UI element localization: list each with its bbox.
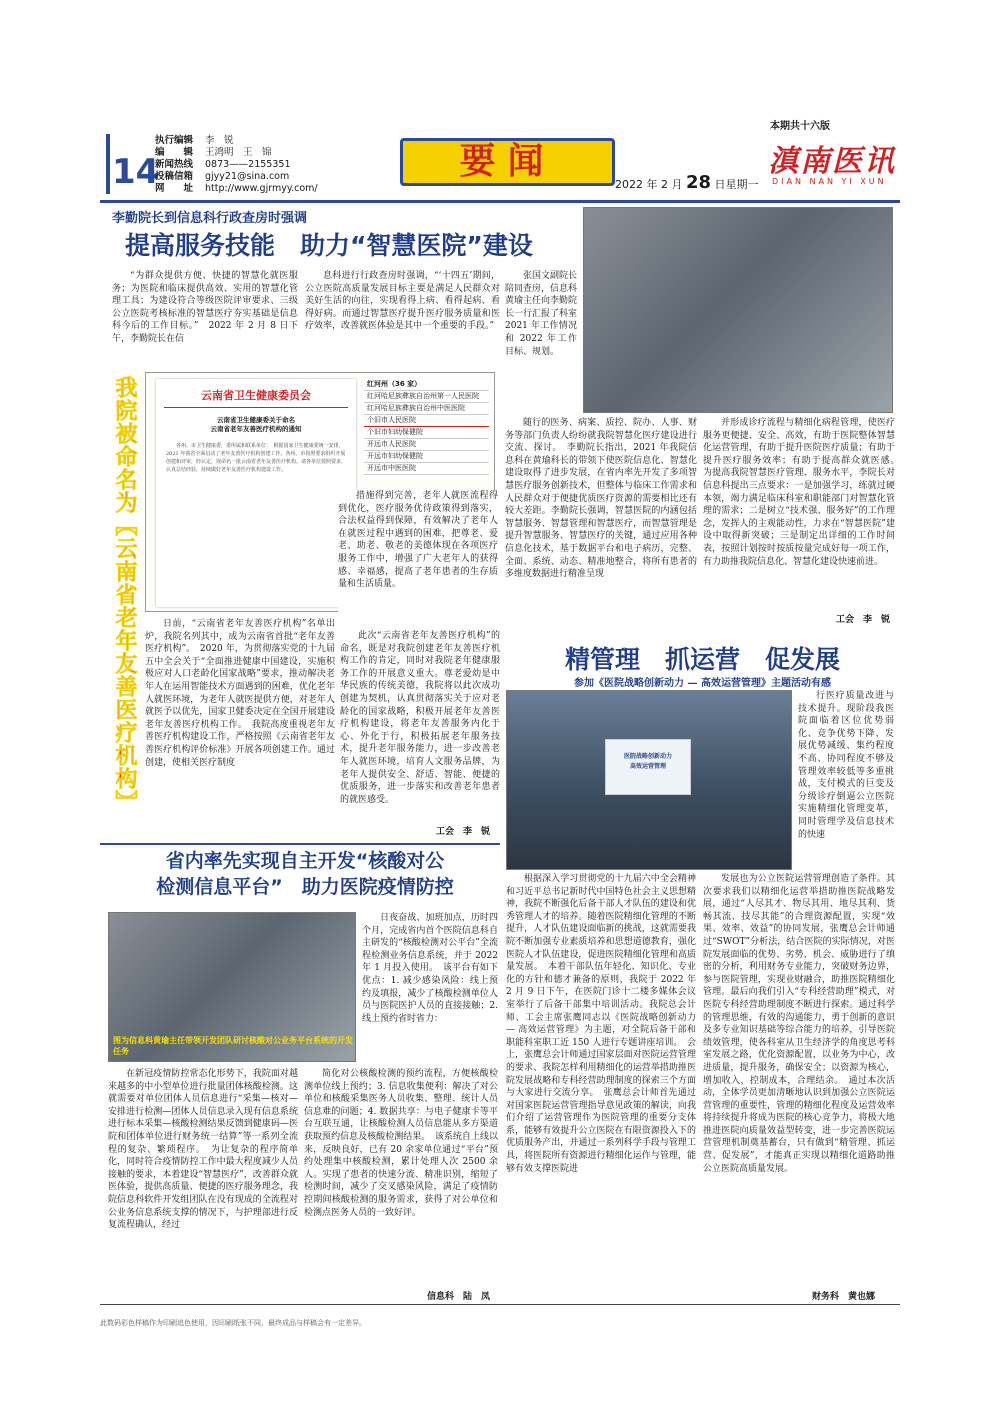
page-header (100, 130, 900, 198)
article-text: 发展也为公立医院运营管理创造了条件。其次要求我们以精细化运营举措助推医院战略发展，通过“人尽其才、物尽其用、地尽其利、货畅其流、技尽其能”的合理资源配置，实现“效果、效率、效益”的协同发展，张鹰总会计师通过“SWOT”分析法，结合医院的实际情况，对医院发展面临的优势、劣势、机会、威胁进行了缜密的分析，利用财务专业能力，突破财务边界，参与医院管理，实现业财融合，助推医院精细化管理。最后向我们引入“专科经营助理”模式，对医院专科经营助理制度不断进行探索。通过科学的管理思维，有效的沟通能力，勇于创新的意识及多专业知识基础等综合能力的培养，引导医院绩效管理，使各科室从卫生经济学的角度思考科室发展之路，优化资源配置，以业务为中心，改进质量，提升服务，确保安全；以资源为核心，增加收入，控制成本，合理结余。 通过本次活动，全体学员更加清晰地认识到加强公立医院运营管理的重要性，管理的精细化程度及运营效率将持续提升将成为医院的核心竞争力，将极大地推进医院向质量效益型转变，进一步完善医院运营管理机制奠基蓄台，只有做到“精管理、抓运营、促发展”，才能真正实现以精细化道路助推公立医院高质量发展。 (703, 874, 895, 1174)
article-text: 在新冠疫情防控常态化形势下，我院面对越来越多的中小型单位进行批量团体核酸检测。这就需要对单位团体人员信息进行“采集—核对—安排进行检测—团体人员信息录入现有信息系统进行标本采集—核酸检测结果反馈到健康码—医院和团体单位进行财务统一结算”等一系列全流程的复杂、繁琐程序。 为让复杂的程序简单化，同时符合疫情防控工作中最大程度减少人员接触的要求，本着建设“智慧医疗”，改善群众就医体验，提供高质量、便捷的医疗服务理念，我院信息科软件开发组团队在没有现成的全流程对公业务信息系统支撑的情况下，与护理部进行反复流程确认，经过 (108, 1069, 298, 1231)
projector-screen: 医院战略创新动力 高效运营管理 (605, 739, 691, 795)
masthead-pinyin: DIAN NAN YI XUN (772, 177, 887, 186)
article-text: 行医疗质量改进与技术提升。现阶段我医院面临着区位优势弱化、竞争优势下降、发展优势减缓、集约程度不高、协同程度不够及管理效率较低等多重挑战，支付模式的巨变及分级诊疗倒逼公立医院实施精细化管理变革，同时管理学及信息技术的快速 (798, 691, 894, 840)
section-title: 要闻 (459, 141, 556, 182)
article-title: 精管理 抓运营 促发展 (564, 645, 840, 674)
signature: 财务科 黄也娜 (811, 1292, 875, 1302)
article-title: 省内率先实现自主开发“核酸对公 检测信息平台” 助力医院疫情防控 (156, 850, 454, 898)
lecture-photo (506, 690, 792, 870)
editor-row: 投稿信箱 gjyy21@sina.com (155, 171, 290, 182)
article-text: 简化对公核酸检测的预约流程，方便核酸检测单位线上预约；3. 信息收集便利：解决了对公单位和核酸采集医务人员收集、整理、统计人员信息难的问题；4. 数据共享：与电子健康卡等平台互联互通，让核酸检测人员信息能从多方渠道获取预约信息及核酸检测结果。 该系统自上线以来，反映良好，已有 20 余家单位通过“平台”预约处理集中核酸检测，累计处理人次 2500 余人。实现了患者的快速分流、精准识别，缩短了检测时间，减少了交叉感染风险，满足了疫情防控期间核酸检测的服务需求，获得了对公单位和检测点医务人员的一致好评。 (304, 1069, 498, 1218)
section-divider (100, 843, 500, 845)
ward-round-photo (583, 207, 893, 413)
signature: 工会 李 锐 (435, 827, 490, 837)
article-text: 日前，“云南省老年友善医疗机构”名单出炉，我院名列其中，成为云南省首批“老年友善医疗机构”。 2020 年，为贯彻落实党的十九届五中全会关于“全面推进健康中国建设，实施积极应对人口老龄化国家战略”要求，推动解决老年人在运用智能技术方面遇到的困难，优化老年人就医环境，为老年人就医提供方便，对老年人就医予以优先，国家卫健委决定在全国开展建设老年友善医疗机构工作。 我院高度重视老年友善医疗机构建设工作，严格按照《云南省老年友善医疗机构评价标准》开展各项创建工作。通过创建，使相关医疗制度 (145, 619, 335, 768)
signature: 工会 李 锐 (835, 615, 890, 625)
edition-note: 本期共十六版 (770, 121, 830, 132)
signature: 信息科 陆 凤 (426, 1292, 490, 1302)
article-text: 张国文副院长陪同查房，信息科黄瑜主任向李勤院长一行汇报了科室 2021 年工作情况和 2022 年工作目标、规划。 (505, 271, 578, 357)
article-text: 随行的医务、病案、质控、院办、人事、财务等部门负责人纷纷就我院智慧化医疗建设进行交流、探讨。 李勤院长指出，2021 年我院信息科在黄瑜科长的带领下使医院信息化、智慧化建设取得了进步发展，在省内率先开发了多项智慧医疗服务创新技术，但整体与临床工作需求和人民群众对于便捷优质医疗资源的需要相比还有较大差距。李勤院长强调，智慧医院的内涵包括智慧服务、智慧管理和智慧医疗，而智慧管理是提升智慧服务、智慧医疗的关键，通过应用各种信息化技术，基于数据平台和电子病历，完整、全面、系统、动态、精准地整合，将所有患者的多维度数据进行精准呈现 (505, 418, 697, 580)
section-title-box (400, 138, 615, 186)
editor-block (155, 135, 318, 195)
editor-row: 新闻热线 0873——2155351 (155, 159, 291, 170)
article-text: “为群众提供方便、快捷的智慧化就医服务；为医院和临床提供高效、实用的智慧化管理工具；为建设符合等级医院评审要求、三级公立医院考核标准的智慧医疗夯实基础是信息科今后的工作目标。” 2022 年 2 月 8 日下午，李勤院长在信 (112, 271, 298, 344)
doc-body: 各州、市卫生健康委，委所属和联系单位： 根据国家卫生健康委统一安排，2021 年我省全面启动了老年友善医疗机构创建工作。各州、市按照要求组织开展创建和评审，经认定，现命名一批云南省老年友善医疗机构。请各单位按照要求，认真总结经验，持续做好老年友善医疗机构建设工作。 (166, 443, 347, 473)
list-item: 开远市人民医院 (364, 439, 489, 451)
editor-row: 网 址 http://www.gjrmyy.com/ (155, 183, 318, 194)
editor-row: 执行编辑 李 锐 (155, 135, 234, 146)
page-border-bottom (100, 1304, 900, 1305)
article-text: 并形成诊疗流程与精细化病程管理，使医疗服务更便捷、安全、高效，有助于医院整体智慧化运营管理，有助于提升医院医疗质量；有助于提升医疗服务效率；有助于提高群众就医感。 为提高我院智慧医疗管理、服务水平，李院长对信息科提出三点要求：一是加强学习，练就过硬本领，竭力满足临床科室和职能部门对智慧化管理的需求；二是树立“技术强、服务好”的工作理念，发挥人的主观能动性，力求在“智慧医院”建设中取得新突破；三是制定出详细的工作时间表，按照计划按时按质按量完成好每一项工作，有力助推我院信息化、智慧化建设快速前进。 (703, 418, 905, 567)
header-rule (100, 200, 900, 203)
vertical-title: 我院被命名为〖云南省老年友善医疗机构〗 (110, 376, 138, 838)
doc-title: 云南省卫生健康委关于命名 云南省老年友善医疗机构的通知 (210, 416, 302, 433)
list-item: 红河哈尼族彝族自治州第一人民医院 (364, 391, 489, 403)
dev-team-photo (108, 912, 356, 1062)
list-item: 开远市妇幼保健院 (364, 451, 489, 463)
doc-header: 云南省卫生健康委员会 (164, 387, 348, 408)
list-item: 红河哈尼族彝族自治州中医医院 (364, 403, 489, 415)
article-kicker: 李勤院长到信息科行政查房时强调 (112, 211, 308, 226)
list-item: 个旧市人民医院 (364, 415, 489, 427)
article-text: 息科进行行政查房时强调，“‘十四五’期间，公立医院高质量发展目标主要是满足人民群众对美好生活的向往，实现看得上病、看得起病、看得好病。而通过智慧医疗提升医疗服务质量和医疗效率，改善就医体验是其中一个重要的手段。” (305, 271, 500, 332)
footer-note: 此数码彩色样稿作为印刷追色使用，因印刷纸张不同，最终成品与样稿会有一定差异。 (100, 1319, 366, 1327)
page-number-bar (106, 134, 110, 194)
list-item: 个旧市妇幼保健院 (364, 427, 489, 439)
article-text: 根据深入学习贯彻党的十九届六中全会精神和习近平总书记新时代中国特色社会主义思想精神，我院不断强化后备干部人才队伍的建设和优秀管理人才的培养。随着医院精细化管理的不断提升，人才队伍建设面临新的挑战，这就需要我院不断加强专业素质培养和思想道德教育，强化医院人才队伍建设，促进医院精细化管理和高质量发展。 本着干部队伍年轻化、知识化、专业化的方针和德才兼备的原则，我院于 2022 年 2 月 9 日下午，在医院门诊十二楼多媒体会议室举行了后备干部集中培训活动。我院总会计师、工会主席张鹰同志以《医院战略创新动力 — 高效运营管理》为主题，对全院后备干部和职能科室职工近 150 人进行专题讲座培训。 会上，张鹰总会计师通过国家层面对医院运营管理的要求、我院怎样利用精细化的运营举措助推医院发展战略和专科经营助理制度的探索三个方面与大家进行交流分享。 张鹰总会计师首先通过对国家医院运营管理指导意见政策的解读，向我们介绍了运营管理作为医院管理的重要分支体系，能够有效提升公立医院在有限资源投入下的优质服务产出，并通过一系列科学手段与管理工具，将医院所有资源进行精细化运作与管理，能够有效支撑医院进 (506, 874, 696, 1174)
article-text: 措施得到完善，老年人就医流程得到优化，医疗服务优待政策得到落实，合法权益得到保障，有效解决了老年人在就医过程中遇到的困难，把尊老、爱老、助老、敬老的美德体现在各项医疗服务工作中，增强了广大老年人的获得感、幸福感，提高了老年患者的生存质量和生活质量。 (338, 490, 498, 618)
page-number: 14 (112, 152, 160, 192)
article-text: 此次“云南省老年友善医疗机构”的命名，既是对我院创建老年友善医疗机构工作的肯定，同时对我院老年健康服务工作的开展意义重大。尊老爱幼是中华民族的传统美德，我院将以此次成功创建为契机，认真贯彻落实关于应对老龄化的国家战略，积极开展老年友善医疗机构建设，将老年友善服务内化于心、外化于行，积极拓展老年服务技术，提升老年服务能力，进一步改善老年人就医环境，培育人文服务品牌，为老年人提供安全、舒适、智能、便捷的优质服务，进一步落实和改善老年患者的就医感受。 (340, 631, 500, 805)
masthead-logo: 滇南医讯 (768, 144, 896, 179)
named-list: 红河州（36 家） 红河哈尼族彝族自治州第一人民医院 红河哈尼族彝族自治州中医医院 个旧市人民医院 个旧市妇幼保健院 开远市人民医院 开远市妇幼保健院 开远市中医医院 (364, 379, 489, 475)
editor-row: 编 辑 王鸿明 王 锦 (155, 147, 272, 158)
article-subtitle: 参加《医院战略创新动力 — 高效运营管理》主题活动有感 (574, 678, 831, 689)
list-item: 开远市中医医院 (364, 463, 489, 475)
photo-caption: 图为信息科黄瑜主任带领开发团队研讨核酸对公业务平台系统的开发任务 (113, 1036, 353, 1056)
article-text: 日夜奋战、加班加点，历时四个月，完成省内首个医院信息科自主研发的“核酸检测对公平台”全流程检测业务信息系统，并于 2022 年 1 月投入使用。 该平台有如下优点：1. 减少感染风险：线上预约及填报，减少了核酸检测单位人员与医院医护人员的直接接触；2. 线上预约省时省力： (362, 913, 498, 1024)
issue-date: 2022 年 2 月 28 日星期一 (615, 172, 759, 193)
document-page (156, 379, 356, 607)
article-title: 提高服务技能 助力“智慧医院”建设 (125, 231, 533, 260)
